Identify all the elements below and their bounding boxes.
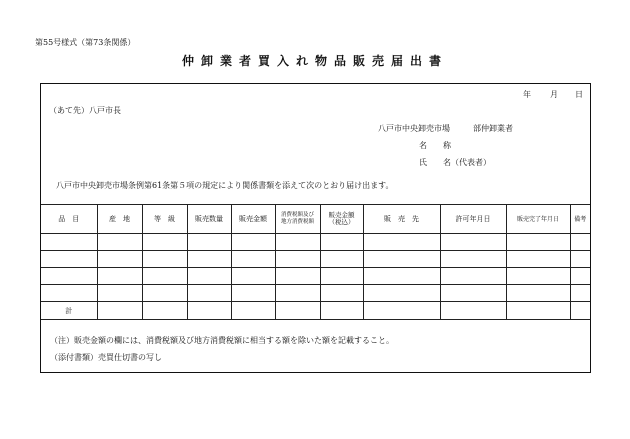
header-permit-date: 許可年月日 <box>440 205 506 234</box>
date-year-label: 年 <box>523 90 531 99</box>
table-row <box>41 285 590 302</box>
header-tax: 消費税額及び地方消費税額 <box>275 205 320 234</box>
statement: 八戸市中央卸売市場条例第61条第５項の規定により関係書類を添えて次のとおり届け出ます。 <box>56 181 394 190</box>
name-label: 名 称 <box>419 141 451 150</box>
form-title: 仲卸業者買入れ物品販売届出書 <box>181 54 448 68</box>
table-header-row <box>41 205 590 234</box>
header-completion-date: 販売完了年月日 <box>506 205 570 234</box>
header-remarks: 備考 <box>570 205 590 234</box>
representative-label: 氏 名（代表者） <box>419 158 491 167</box>
total-label: 計 <box>41 302 97 320</box>
header-quantity: 販売数量 <box>187 205 231 234</box>
form-number: 第55号様式（第73条関係） <box>35 38 136 47</box>
form-frame <box>40 83 591 373</box>
goods-table <box>41 204 590 320</box>
table-row <box>41 251 590 268</box>
table-row <box>41 234 590 251</box>
table-row <box>41 268 590 285</box>
table-total-row <box>41 302 590 320</box>
header-item: 品 目 <box>41 205 97 234</box>
header-amount: 販売金額 <box>231 205 275 234</box>
header-origin: 産 地 <box>97 205 142 234</box>
addressee: （あて先）八戸市長 <box>49 106 121 115</box>
applicant-role: 部仲卸業者 <box>473 124 513 133</box>
date-day-label: 日 <box>575 90 583 99</box>
header-amount-incl-tax: 販売金額（税込） <box>320 205 363 234</box>
header-buyer: 販 売 先 <box>363 205 440 234</box>
note-amount: （注）販売金額の欄には、消費税額及び地方消費税額に相当する額を除いた額を記載すること。 <box>50 336 394 345</box>
note-attachments: （添付書類）売買仕切書の写し <box>50 353 162 362</box>
applicant-market: 八戸市中央卸売市場 <box>378 124 450 133</box>
date-month-label: 月 <box>550 90 558 99</box>
header-grade: 等 級 <box>142 205 187 234</box>
